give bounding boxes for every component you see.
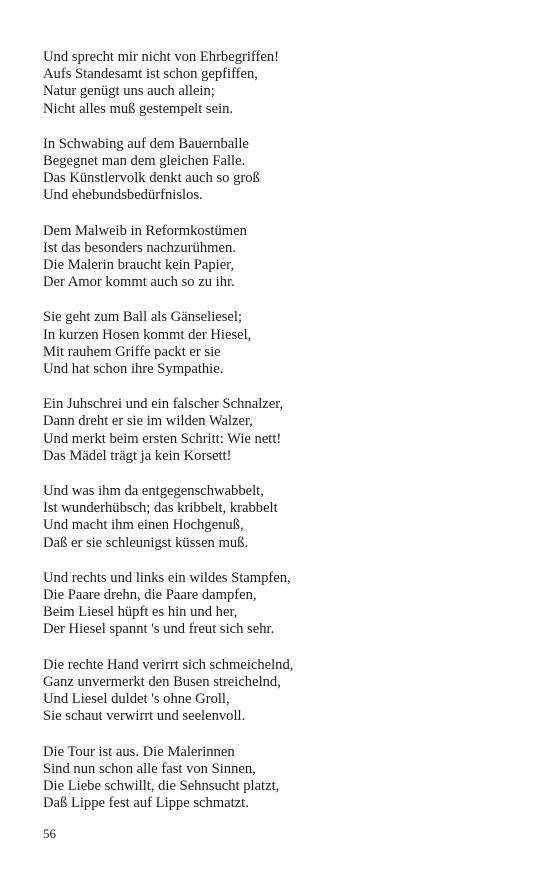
poem-line: Ist das besonders nachzurühmen. — [43, 239, 236, 256]
poem-line: Nicht alles muß gestempelt sein. — [43, 100, 234, 117]
poem-line: Die rechte Hand verirrt sich schmeichelnd, — [43, 656, 294, 673]
poem-line: Ist wunderhübsch; das kribbelt, krabbelt — [43, 500, 278, 517]
stanza-6 — [43, 483, 513, 552]
poem-line: Die Paare drehn, die Paare dampfen, — [43, 587, 257, 604]
poem-line: Die Liebe schwillt, die Sehnsucht platzt, — [43, 777, 280, 794]
poem-line: Der Hiesel spannt 's und freut sich sehr. — [43, 621, 275, 638]
stanza-4 — [43, 309, 513, 378]
stanza-9 — [43, 744, 513, 813]
poem-line: Natur genügt uns auch allein; — [43, 83, 215, 100]
poem-line: Sie schaut verwirrt und seelenvoll. — [43, 708, 246, 725]
poem-line: Sie geht zum Ball als Gänseliesel; — [43, 309, 242, 326]
poem-line: Dann dreht er sie im wilden Walzer, — [43, 413, 253, 430]
stanza-1 — [43, 49, 513, 118]
stanza-7 — [43, 570, 513, 639]
poem — [43, 49, 513, 830]
poem-line: Und hat schon ihre Sympathie. — [43, 361, 224, 378]
stanza-3 — [43, 223, 513, 292]
poem-line: Und merkt beim ersten Schritt: Wie nett! — [43, 430, 282, 447]
poem-line: Begegnet man dem gleichen Falle. — [43, 153, 246, 170]
poem-line: Und Liesel duldet 's ohne Groll, — [43, 691, 230, 708]
poem-line: Und rechts und links ein wildes Stampfen, — [43, 569, 291, 586]
poem-line: Der Amor kommt auch so zu ihr. — [43, 274, 235, 291]
poem-line: Mit rauhem Griffe packt er sie — [43, 343, 221, 360]
stanza-2 — [43, 136, 513, 205]
poem-line: Die Malerin braucht kein Papier, — [43, 257, 235, 274]
poem-line: Das Mädel trägt ja kein Korsett! — [43, 447, 232, 464]
stanza-5 — [43, 396, 513, 465]
poem-line: Und ehebundsbedürfnislos. — [43, 187, 203, 204]
poem-line: In Schwabing auf dem Bauernballe — [43, 135, 249, 152]
poem-line: Aufs Standesamt ist schon gepfiffen, — [43, 66, 258, 83]
poem-line: In kurzen Hosen kommt der Hiesel, — [43, 326, 252, 343]
poem-line: Und sprecht mir nicht von Ehrbegriffen! — [43, 49, 280, 65]
poem-line: Ein Juhschrei und ein falscher Schnalzer, — [43, 396, 284, 413]
poem-line: Sind nun schon alle fast von Sinnen, — [43, 760, 256, 777]
page-number: 56 — [43, 826, 56, 841]
poem-line: Beim Liesel hüpft es hin und her, — [43, 604, 238, 621]
poem-line: Die Tour ist aus. Die Malerinnen — [43, 743, 235, 760]
poem-line: Und was ihm da entgegenschwabbelt, — [43, 483, 264, 500]
poem-line: Das Künstlervolk denkt auch so groß — [43, 170, 260, 187]
stanza-8 — [43, 657, 513, 726]
poem-line: Daß er sie schleunigst küssen muß. — [43, 534, 249, 551]
poem-line: Ganz unvermerkt den Busen streichelnd, — [43, 673, 281, 690]
poem-line: Und macht ihm einen Hochgenuß, — [43, 517, 244, 534]
poem-line: Daß Lippe fest auf Lippe schmatzt. — [43, 795, 249, 812]
poem-line: Dem Malweib in Reformkostümen — [43, 222, 247, 239]
